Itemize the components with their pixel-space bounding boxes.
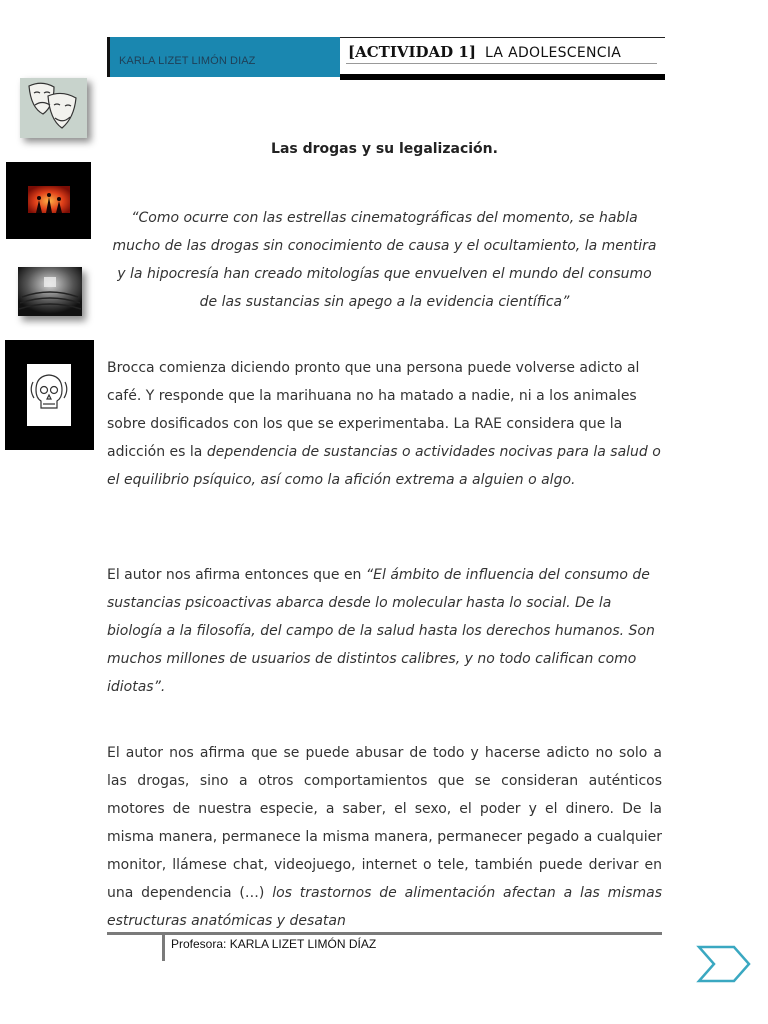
paragraph-1-definition: dependencia de sustancias o actividades nocivas para la salud o el equilibrio psíquico, así como la afición extrema a alguien o algo.	[107, 444, 661, 488]
author-name: KARLA LIZET LIMÓN DIAZ	[119, 55, 256, 67]
paragraph-2-text: El autor nos afirma entonces que en	[107, 567, 366, 583]
paragraph-2-quote: “El ámbito de influencia del consumo de sustancias psicoactivas abarca desde lo molecular hasta lo social. De la biología a la filosofía, del campo de la salud hasta los derechos humanos. Son muchos millones de usuarios de distintos calibres, y no todo califican como idiotas”.	[107, 567, 655, 695]
paragraph-1	[107, 354, 662, 494]
activity-name: LA ADOLESCENCIA	[485, 45, 622, 61]
paragraph-1-text: Brocca comienza diciendo pronto que una persona puede volverse adicto al café. Y responde que la marihuana no ha matado a nadie, ni a los animales sobre dosificados con los que se experimentaba. La RAE considera que la adicción es la	[107, 360, 640, 460]
paragraph-3	[107, 739, 662, 935]
activity-heading	[348, 42, 621, 61]
header-activity-band	[340, 37, 665, 80]
next-page-arrow-icon[interactable]	[696, 944, 752, 984]
skull-illustration-image	[5, 340, 94, 450]
footer-divider	[107, 932, 662, 935]
footer-bar	[162, 935, 165, 961]
paragraph-3-quote: los trastornos de alimentación afectan a las mismas estructuras anatómicas y desatan	[107, 885, 662, 929]
header-divider	[346, 63, 657, 64]
theatre-masks-image	[20, 78, 87, 138]
header-author-band	[107, 37, 340, 77]
document-title: Las drogas y su legalización.	[271, 141, 498, 157]
theatre-auditorium-image	[18, 267, 82, 316]
footer-teacher: Profesora: KARLA LIZET LIMÓN DÍAZ	[171, 937, 377, 951]
paragraph-3-text: El autor nos afirma que se puede abusar de todo y hacerse adicto no solo a las drogas, sino a otros comportamientos que se consideran auténticos motores de nuestra especie, a saber, el sexo, el poder y el dinero. De la misma manera, permanece la misma manera, permanecer pegado a cualquier monitor, llámese chat, videojuego, internet o tele, también puede derivar en una dependencia (…)	[107, 745, 662, 901]
activity-code: [ACTIVIDAD 1]	[348, 43, 476, 61]
intro-quote: “Como ocurre con las estrellas cinematográficas del momento, se habla mucho de las drogas sin conocimiento de causa y el ocultamiento, la mentira y la hipocresía han creado mitologías que envuelven el mundo del consumo de las sustancias sin apego a la evidencia científica”	[112, 210, 657, 310]
stage-performers-image	[6, 162, 91, 239]
paragraph-2	[107, 561, 662, 701]
